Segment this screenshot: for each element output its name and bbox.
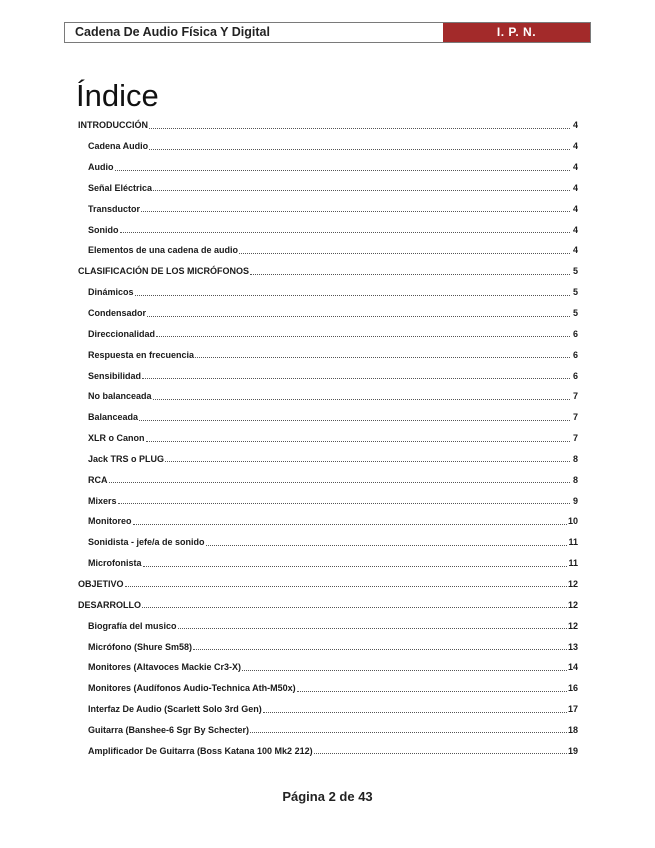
toc-entry[interactable] <box>78 136 578 157</box>
dot-leader <box>149 128 570 129</box>
toc-entry-page: 4 <box>572 224 578 235</box>
page-header <box>64 22 591 43</box>
dot-leader <box>149 149 570 150</box>
dot-leader <box>206 545 568 546</box>
toc-entry-title: Mixers <box>88 495 117 506</box>
toc-entry-page: 6 <box>572 349 578 360</box>
toc-entry[interactable] <box>78 198 578 219</box>
toc-entry-title: Biografía del musico <box>88 620 177 631</box>
dot-leader <box>141 211 570 212</box>
toc-entry[interactable] <box>78 469 578 490</box>
dot-leader <box>242 670 567 671</box>
dot-leader <box>156 336 570 337</box>
toc-entry-title: DESARROLLO <box>78 599 141 610</box>
toc-entry[interactable] <box>78 261 578 282</box>
dot-leader <box>178 628 567 629</box>
toc-entry[interactable] <box>78 178 578 199</box>
toc-entry-page: 19 <box>567 745 578 756</box>
toc-entry-title: Monitores (Audífonos Audio-Technica Ath-M50x) <box>88 683 296 694</box>
toc-entry-page: 4 <box>572 120 578 131</box>
toc-entry[interactable] <box>78 511 578 532</box>
toc-entry-title: Amplificador De Guitarra (Boss Katana 100 Mk2 212) <box>88 745 313 756</box>
toc-entry-title: Audio <box>88 162 114 173</box>
toc-entry-page: 5 <box>572 308 578 319</box>
toc-entry-page: 4 <box>572 162 578 173</box>
toc-entry-page: 8 <box>572 453 578 464</box>
toc-entry[interactable] <box>78 365 578 386</box>
dot-leader <box>147 316 570 317</box>
toc-entry-title: Dinámicos <box>88 287 134 298</box>
toc-entry[interactable] <box>78 219 578 240</box>
toc-entry-title: Elementos de una cadena de audio <box>88 245 239 256</box>
toc-entry-title: Guitarra (Banshee-6 Sgr By Schecter) <box>88 724 250 735</box>
dot-leader <box>142 607 567 608</box>
toc-entry-page: 12 <box>567 599 578 610</box>
toc-entry[interactable] <box>78 344 578 365</box>
dot-leader <box>125 586 567 587</box>
toc-entry-page: 6 <box>572 370 578 381</box>
dot-leader <box>239 253 570 254</box>
toc-entry[interactable] <box>78 282 578 303</box>
dot-leader <box>133 524 567 525</box>
toc-entry[interactable] <box>78 594 578 615</box>
toc-entry-page: 14 <box>567 662 578 673</box>
toc-entry-title: Jack TRS o PLUG <box>88 453 165 464</box>
toc-entry-title: Sensibilidad <box>88 370 142 381</box>
toc-entry-title: INTRODUCCIÓN <box>78 120 148 131</box>
toc-entry-page: 7 <box>572 412 578 423</box>
toc-entry-title: Sonidista - jefe/a de sonido <box>88 537 205 548</box>
document-title: Cadena De Audio Física Y Digital <box>75 25 270 39</box>
toc-entry-page: 11 <box>568 558 578 569</box>
toc-entry-page: 11 <box>568 537 578 548</box>
dot-leader <box>142 378 570 379</box>
toc-entry[interactable] <box>78 532 578 553</box>
dot-leader <box>195 357 570 358</box>
toc-entry-title: Direccionalidad <box>88 328 156 339</box>
dot-leader <box>165 461 570 462</box>
toc-entry-page: 8 <box>572 474 578 485</box>
toc-entry-page: 7 <box>572 391 578 402</box>
toc-entry-title: Interfaz De Audio (Scarlett Solo 3rd Gen) <box>88 704 262 715</box>
dot-leader <box>139 420 570 421</box>
toc-entry[interactable] <box>78 740 578 761</box>
toc-entry[interactable] <box>78 428 578 449</box>
table-of-contents <box>78 115 578 761</box>
toc-entry[interactable] <box>78 574 578 595</box>
toc-entry[interactable] <box>78 449 578 470</box>
toc-entry-title: Cadena Audio <box>88 141 149 152</box>
toc-entry[interactable] <box>78 657 578 678</box>
index-heading: Índice <box>76 78 159 113</box>
dot-leader <box>146 441 571 442</box>
toc-entry[interactable] <box>78 323 578 344</box>
toc-entry-page: 4 <box>572 245 578 256</box>
toc-entry-page: 17 <box>567 704 578 715</box>
dot-leader <box>143 566 568 567</box>
toc-entry-title: Monitores (Altavoces Mackie Cr3-X) <box>88 662 242 673</box>
dot-leader <box>135 295 570 296</box>
dot-leader <box>263 712 567 713</box>
toc-entry-page: 7 <box>572 433 578 444</box>
toc-entry-title: XLR o Canon <box>88 433 145 444</box>
toc-entry-page: 6 <box>572 328 578 339</box>
toc-entry-page: 5 <box>572 287 578 298</box>
dot-leader <box>250 274 570 275</box>
toc-entry-page: 4 <box>572 141 578 152</box>
toc-entry[interactable] <box>78 240 578 261</box>
dot-leader <box>109 482 571 483</box>
toc-entry-title: Micrófono (Shure Sm58) <box>88 641 193 652</box>
toc-entry-page: 13 <box>567 641 578 652</box>
toc-entry-title: RCA <box>88 474 108 485</box>
dot-leader <box>153 190 570 191</box>
dot-leader <box>314 753 567 754</box>
institution-label: I. P. N. <box>443 23 590 42</box>
toc-entry[interactable] <box>78 719 578 740</box>
toc-entry-page: 12 <box>567 620 578 631</box>
toc-entry[interactable] <box>78 303 578 324</box>
toc-entry-page: 9 <box>572 495 578 506</box>
toc-entry[interactable] <box>78 699 578 720</box>
toc-entry[interactable] <box>78 386 578 407</box>
toc-entry[interactable] <box>78 636 578 657</box>
toc-entry-page: 18 <box>567 724 578 735</box>
dot-leader <box>115 170 571 171</box>
dot-leader <box>120 232 571 233</box>
toc-entry-page: 4 <box>572 203 578 214</box>
toc-entry[interactable] <box>78 490 578 511</box>
dot-leader <box>118 503 570 504</box>
toc-entry[interactable] <box>78 115 578 136</box>
toc-entry-page: 12 <box>567 578 578 589</box>
toc-entry-title: Sonido <box>88 224 119 235</box>
toc-entry-title: Condensador <box>88 308 147 319</box>
toc-entry-page: 5 <box>572 266 578 277</box>
toc-entry-page: 16 <box>567 683 578 694</box>
toc-entry[interactable] <box>78 407 578 428</box>
toc-entry-title: No balanceada <box>88 391 152 402</box>
toc-entry[interactable] <box>78 157 578 178</box>
page-number-footer: Página 2 de 43 <box>282 789 373 804</box>
toc-entry-title: CLASIFICACIÓN DE LOS MICRÓFONOS <box>78 266 249 277</box>
toc-entry[interactable] <box>78 678 578 699</box>
toc-entry-page: 10 <box>567 516 578 527</box>
toc-entry[interactable] <box>78 553 578 574</box>
toc-entry[interactable] <box>78 615 578 636</box>
toc-entry-title: Respuesta en frecuencia <box>88 349 195 360</box>
dot-leader <box>153 399 570 400</box>
toc-entry-title: Señal Eléctrica <box>88 182 153 193</box>
toc-entry-title: Transductor <box>88 203 141 214</box>
toc-entry-title: Monitoreo <box>88 516 132 527</box>
toc-entry-title: Balanceada <box>88 412 139 423</box>
dot-leader <box>193 649 567 650</box>
toc-entry-page: 4 <box>572 182 578 193</box>
dot-leader <box>297 691 567 692</box>
toc-entry-title: Microfonista <box>88 558 142 569</box>
toc-entry-title: OBJETIVO <box>78 578 124 589</box>
dot-leader <box>250 732 567 733</box>
